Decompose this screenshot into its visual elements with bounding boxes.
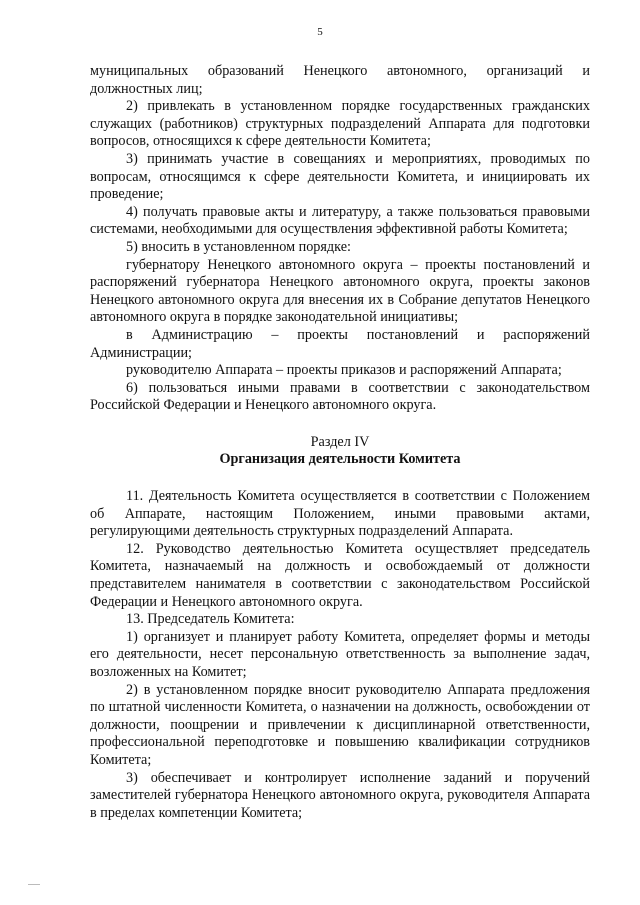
paragraph-13: 13. Председатель Комитета: — [126, 611, 295, 628]
section-title: Организация деятельности Комитета — [219, 451, 461, 468]
paragraph-item-2: 2) привлекать в установленном порядке государственных гражданских служащих (работников) структурных подразделений Аппарата для подготовки вопросов, относящихся к сфере деятельности Комитета; — [90, 98, 590, 150]
paragraph-12: 12. Руководство деятельностью Комитета осуществляет председатель Комитета, назначаемый на должность и освобождаемый от должности представителем нанимателя в соответствии с законодательством Российской Федерации и Ненецкого автономного округа. — [90, 540, 590, 610]
paragraph-13-item-3: 3) обеспечивает и контролирует исполнение заданий и поручений заместителей губернатора Ненецкого автономного округа, руководителя Аппарата в пределах компетенции Комитета; — [90, 769, 590, 821]
section-heading — [90, 434, 590, 469]
paragraph-item-3: 3) принимать участие в совещаниях и мероприятиях, проводимых по вопросам, относящимся к сфере деятельности Комитета, и инициировать их проведение; — [90, 150, 590, 203]
paragraph-13-item-2: 2) в установленном порядке вносит руководителю Аппарата предложения по штатной численности Комитета, о назначении на должность, освобождении от должности, поощрении и привлечении к дисциплинарной ответственности, профессиональной переподготовке и повышению квалификации сотрудников Комитета; — [90, 681, 590, 768]
section-label: Раздел IV — [310, 433, 370, 450]
paragraph-11: 11. Деятельность Комитета осуществляется в соответствии с Положением об Аппарате, настоящим Положением, иными правовыми актами, регулирующими деятельность структурных подразделений Аппарата. — [90, 488, 590, 540]
paragraph-item-6: 6) пользоваться иными правами в соответствии с законодательством Российской Федерации и Ненецкого автономного округа. — [90, 379, 590, 414]
paragraph-item-4: 4) получать правовые акты и литературу, а также пользоваться правовыми системами, необходимыми для осуществления эффективной работы Комитета; — [90, 203, 590, 238]
paragraph-governor: губернатору Ненецкого автономного округа – проекты постановлений и распоряжений губернатора Ненецкого автономного округа, проекты законов Ненецкого автономного округа для внесения их в Собрание депутатов Ненецкого автономного округа в порядке законодательной инициативы; — [90, 256, 590, 326]
paragraph-administration: в Администрацию – проекты постановлений и распоряжений Администрации; — [90, 326, 590, 361]
paragraph-continuation: муниципальных образований Ненецкого автономного, организаций и должностных лиц; — [90, 63, 590, 97]
paragraph-13-item-1: 1) организует и планирует работу Комитета, определяет формы и методы его деятельности, несет персональную ответственность за выполнение задач, возложенных на Комитет; — [90, 628, 590, 680]
document-body — [90, 63, 590, 822]
page-number: 5 — [317, 26, 323, 38]
paragraph-apparatus-head: руководителю Аппарата – проекты приказов и распоряжений Аппарата; — [126, 362, 562, 379]
paragraph-item-5: 5) вносить в установленном порядке: — [126, 238, 351, 255]
scan-mark — [28, 884, 40, 885]
